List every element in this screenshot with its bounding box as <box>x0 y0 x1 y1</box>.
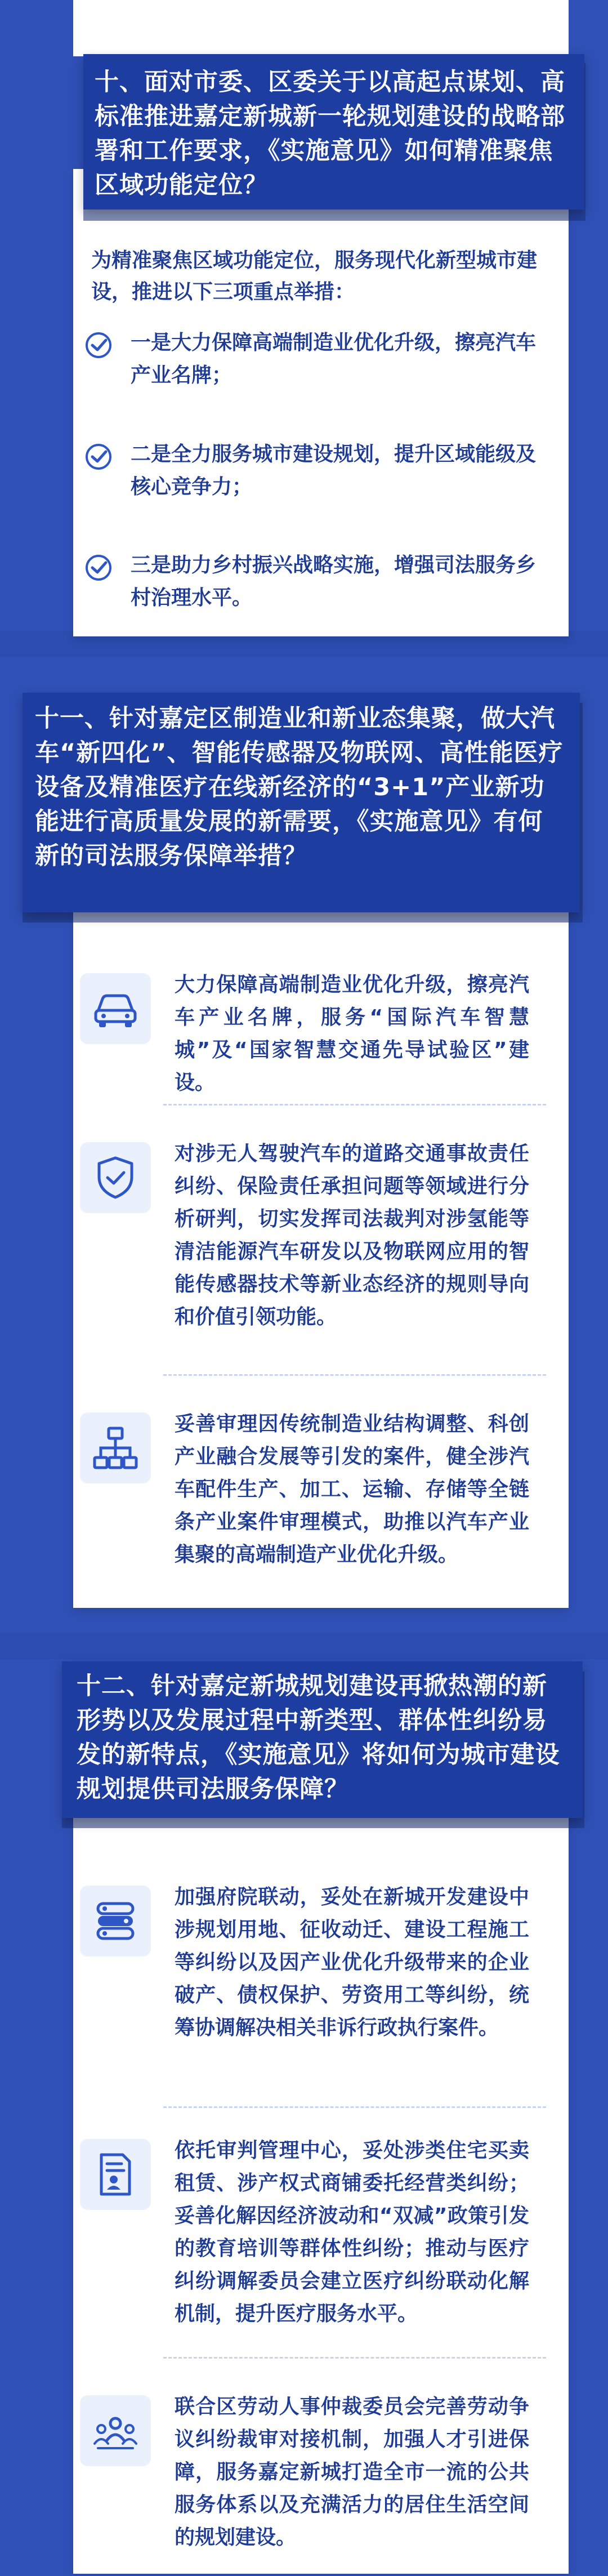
list-item <box>73 2134 546 2337</box>
list-item-text: 妥善审理因传统制造业结构调整、科创产业融合发展等引发的案件，健全涉汽车配件生产、加工、运输、存储等全链条产业案件审理模式，助推以汽车产业集聚的高端制造产业优化升级。 <box>175 1412 529 1566</box>
list-item <box>73 2391 546 2560</box>
list-item <box>73 1408 546 1594</box>
list-item-text: 依托审判管理中心，妥处涉类住宅买卖租赁、涉产权式商铺委托经营类纠纷；妥善化解因经济波动和“双减”政策引发的教育培训等群体性纠纷；推动与医疗纠纷调解委员会建立医疗纠纷联动化解机制，提升医疗服务水平。 <box>175 2139 529 2325</box>
answer-card-q12 <box>73 1785 569 2574</box>
answer-card-q11 <box>73 805 569 1608</box>
list-item-text: 加强府院联动，妥处在新城开发建设中涉规划用地、征收动迁、建设工程施工等纠纷以及因产业优化升级带来的企业破产、债权保护、劳资用工等纠纷，统筹协调解决相关非诉行政执行案件。 <box>175 1886 529 2039</box>
answer-card-q10 <box>73 169 569 636</box>
list-item-text: 大力保障高端制造业优化升级，擦亮汽车产业名牌，服务“国际汽车智慧城”及“国家智慧交通先导试验区”建设。 <box>175 973 529 1094</box>
list-item-text: 一是大力保障高端制造业优化升级，擦亮汽车产业名牌； <box>131 331 537 387</box>
icon-tile <box>80 973 151 1044</box>
hierarchy-icon <box>90 1423 141 1473</box>
check-circle-icon <box>84 443 113 471</box>
answer-intro: 为精准聚焦区域功能定位，服务现代化新型城市建设，推进以下三项重点举措： <box>91 249 538 304</box>
question-header-q10 <box>83 54 584 210</box>
section-q12 <box>0 1633 608 2576</box>
toggle-list-icon <box>90 1896 141 1946</box>
list-item-text: 联合区劳动人事仲裁委员会完善劳动争议纠纷裁审对接机制，加强人才引进保障，服务嘉定新城打造全市一流的公共服务体系以及充满活力的居住生活空间的规划建设。 <box>175 2395 529 2549</box>
list-item <box>84 549 546 622</box>
question-title: 十一、针对嘉定区制造业和新业态集聚，做大汽车“新四化”、智能传感器及物联网、高性能医疗设备及精准医疗在线新经济的“3+1”产业新功能进行高质量发展的新需要，《实施意见》有何新的司法服务保障举措？ <box>35 705 564 870</box>
section-q10 <box>0 0 608 676</box>
check-circle-icon <box>84 331 113 359</box>
list-item <box>73 1881 546 2084</box>
section-q11 <box>0 676 608 1633</box>
shield-check-icon <box>90 1152 141 1203</box>
list-item <box>73 1138 546 1340</box>
icon-tile <box>80 1412 151 1483</box>
document-user-icon <box>90 2149 141 2200</box>
question-header-q11 <box>23 693 580 912</box>
list-item-text: 三是助力乡村振兴战略实施，增强司法服务乡村治理水平。 <box>131 554 537 609</box>
icon-tile <box>80 2395 151 2466</box>
car-icon <box>90 983 141 1034</box>
question-title: 十二、针对嘉定新城规划建设再掀热潮的新形势以及发展过程中新类型、群体性纠纷易发的新特点，《实施意见》将如何为城市建设规划提供司法服务保障？ <box>77 1672 560 1803</box>
icon-tile <box>80 2139 151 2210</box>
icon-tile <box>80 1886 151 1956</box>
question-header-q12 <box>62 1661 583 1818</box>
question-title: 十、面对市委、区委关于以高起点谋划、高标准推进嘉定新城新一轮规划建设的战略部署和工作要求，《实施意见》如何精准聚焦区域功能定位？ <box>95 68 565 199</box>
list-item <box>84 438 546 511</box>
icon-tile <box>80 1142 151 1213</box>
list-item <box>73 969 546 1094</box>
people-group-icon <box>90 2405 141 2456</box>
list-item-text: 二是全力服务城市建设规划，提升区域能级及核心竞争力； <box>131 443 537 498</box>
divider <box>163 1374 546 1376</box>
check-circle-icon <box>84 554 113 582</box>
divider <box>163 2106 546 2108</box>
divider <box>163 1104 546 1106</box>
divider <box>163 2357 546 2359</box>
list-item-text: 对涉无人驾驶汽车的道路交通事故责任纠纷、保险责任承担问题等领域进行分析研判，切实发挥司法裁判对涉氢能等清洁能源汽车研发以及物联网应用的智能传感器技术等新业态经济的规则导向和价值引领功能。 <box>175 1142 529 1329</box>
list-item <box>84 327 546 400</box>
